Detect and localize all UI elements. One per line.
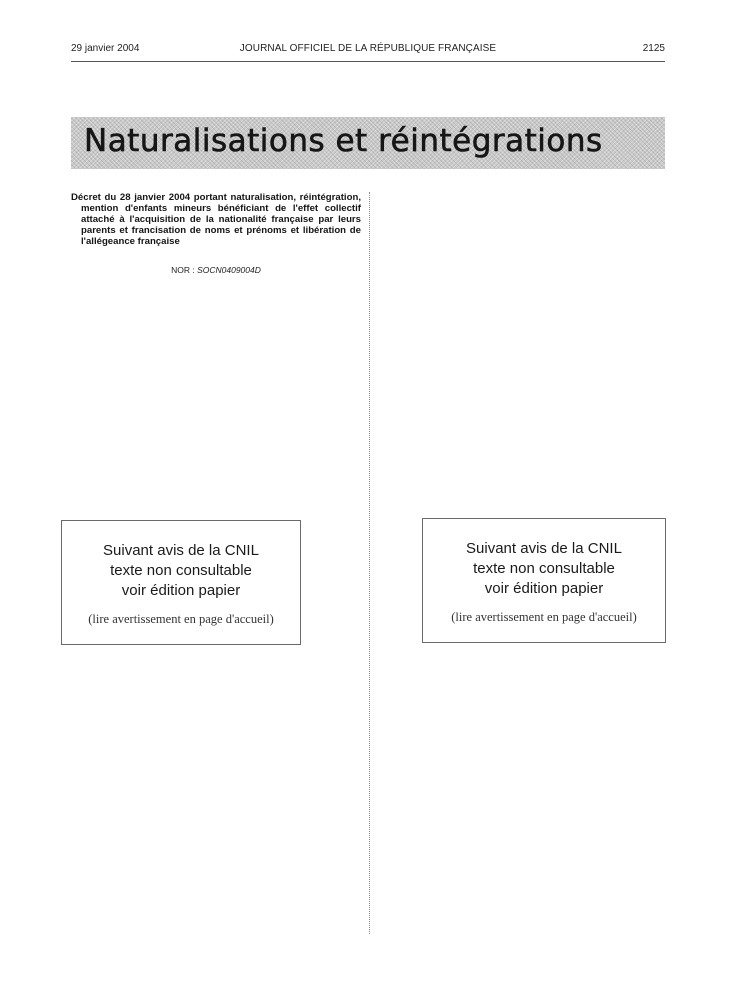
cnil-notice-right [422,518,666,643]
column-divider [369,192,370,934]
cnil-notice-text [62,541,300,601]
section-banner [71,117,665,169]
decree-title: Décret du 28 janvier 2004 portant naturalisation, réintégration, mention d'enfants mineurs bénéficiant de l'effet collectif attaché à l'acquisition de la nationalité française par leurs parents et francisation de noms et prénoms et libération de l'allégeance française [71,192,361,247]
cnil-notice-line-3: voir édition papier [121,582,241,599]
cnil-notice-line-2: texte non consultable [473,560,615,577]
nor-code: SOCN0409004D [197,265,261,275]
section-title: Naturalisations et réintégrations [84,123,603,159]
cnil-notice-line-1: Suivant avis de la CNIL [466,540,622,557]
cnil-notice-text [423,539,665,599]
header-date: 29 janvier 2004 [71,43,140,54]
cnil-notice-line-1: Suivant avis de la CNIL [103,542,259,559]
decree-title-block [71,192,361,247]
cnil-notice-left [61,520,301,645]
cnil-notice-line-2: texte non consultable [110,562,252,579]
header-rule [71,61,665,62]
header-page-number: 2125 [642,43,665,54]
nor-label: NOR : [171,265,195,275]
page-header [71,43,665,57]
header-journal-title: JOURNAL OFFICIEL DE LA RÉPUBLIQUE FRANÇAISE [239,43,497,54]
nor-reference [71,265,361,275]
cnil-notice-note: (lire avertissement en page d'accueil) [451,610,637,624]
cnil-notice-note: (lire avertissement en page d'accueil) [88,612,274,626]
cnil-notice-line-3: voir édition papier [484,580,604,597]
